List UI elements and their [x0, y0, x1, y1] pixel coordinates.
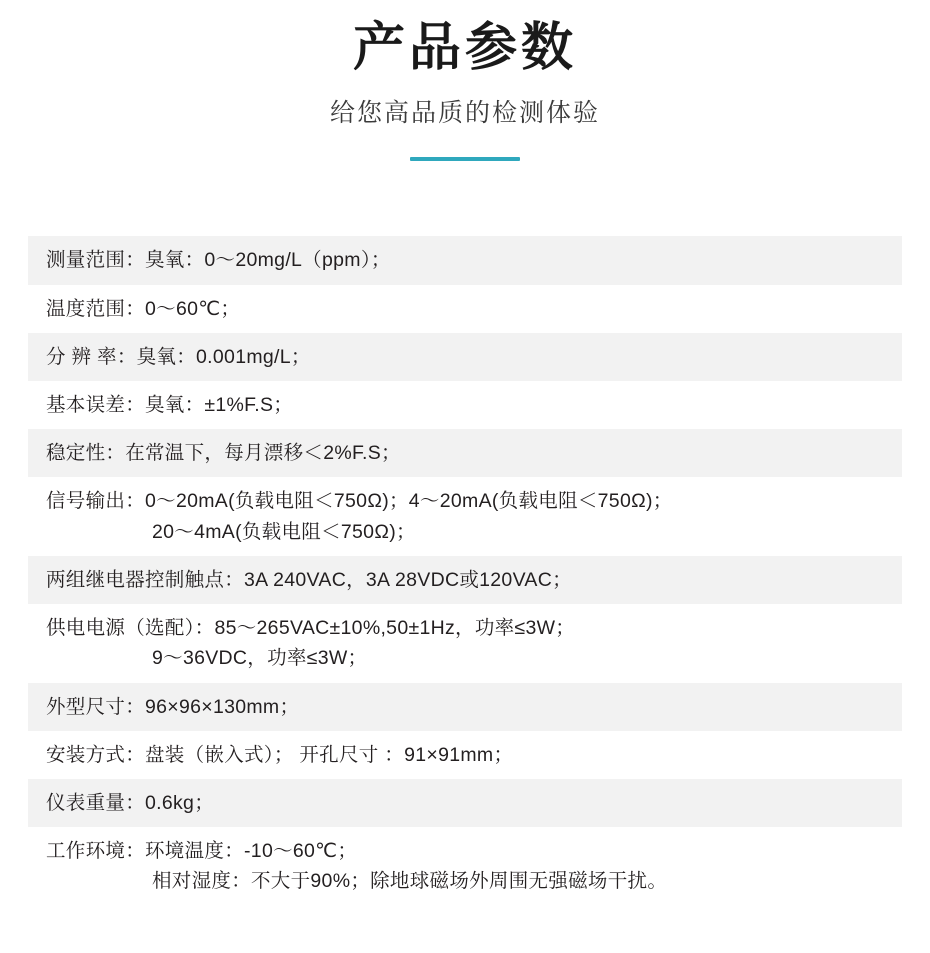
spec-row	[28, 604, 902, 682]
spec-row	[28, 285, 902, 333]
page-header	[0, 0, 930, 161]
spec-row-text: 分 辨 率：臭氧：0.001mg/L；	[46, 345, 311, 368]
page-title: 产品参数	[352, 19, 577, 77]
spec-row	[28, 827, 902, 905]
spec-row-text: 温度范围：0～60℃；	[46, 297, 241, 320]
spec-row-continuation: 20～4mA(负载电阻＜750Ω)；	[152, 520, 416, 543]
spec-row	[28, 236, 902, 284]
spec-row-continuation: 相对湿度：不大于90%；除地球磁场外周围无强磁场干扰。	[152, 870, 668, 893]
specification-list	[28, 236, 902, 905]
spec-row-text: 安装方式：盘装（嵌入式）； 开孔尺寸 ：91×91mm；	[46, 743, 514, 766]
spec-row	[28, 429, 902, 477]
spec-row-continuation: 9～36VDC，功率≤3W；	[152, 647, 368, 670]
spec-row-text: 稳定性：在常温下，每月漂移＜2%F.S；	[46, 442, 401, 465]
spec-row-text: 信号输出：0～20mA(负载电阻＜750Ω)；4～20mA(负载电阻＜750Ω)；	[46, 490, 673, 513]
spec-row	[28, 556, 902, 604]
spec-row-text: 工作环境：环境温度：-10～60℃；	[46, 840, 358, 863]
page-subtitle: 给您高品质的检测体验	[329, 99, 600, 128]
spec-row	[28, 333, 902, 381]
spec-row	[28, 477, 902, 555]
spec-row	[28, 683, 902, 731]
spec-row-text: 供电电源（选配）：85～265VAC±10%,50±1Hz，功率≤3W；	[46, 617, 576, 640]
spec-row	[28, 779, 902, 827]
spec-row-text: 外型尺寸：96×96×130mm；	[46, 695, 300, 718]
spec-row	[28, 381, 902, 429]
spec-row	[28, 731, 902, 779]
title-divider	[410, 157, 520, 161]
spec-row-text: 仪表重量：0.6kg；	[46, 791, 215, 814]
spec-row-text: 基本误差：臭氧：±1%F.S；	[46, 394, 294, 417]
spec-row-text: 两组继电器控制触点：3A 240VAC，3A 28VDC或120VAC；	[46, 568, 572, 591]
spec-row-text: 测量范围：臭氧：0～20mg/L（ppm）；	[46, 249, 391, 272]
